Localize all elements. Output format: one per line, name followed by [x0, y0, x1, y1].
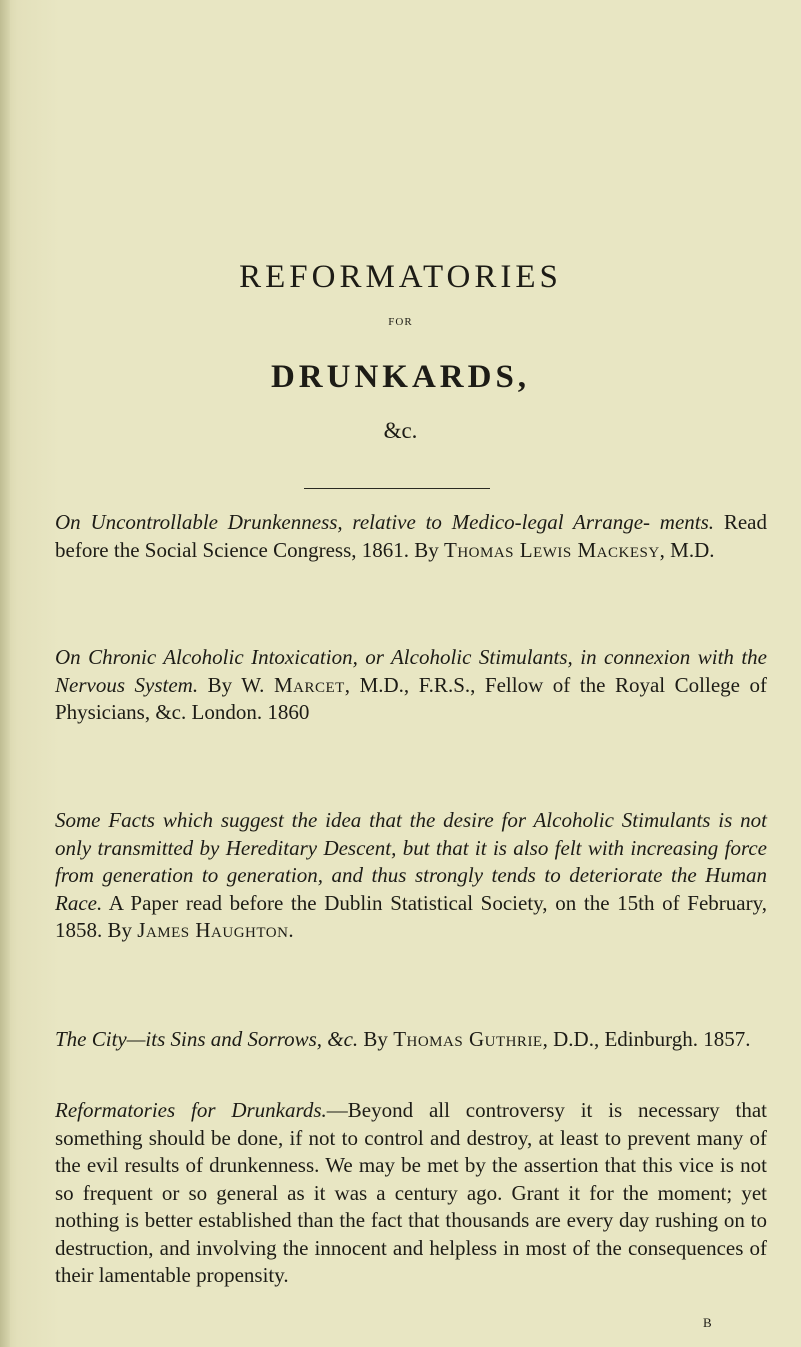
entry-author: Thomas Lewis Mackesy [444, 537, 660, 562]
entry-author: Thomas Guthrie [393, 1027, 543, 1051]
title-etc: &c. [383, 418, 418, 443]
signature-mark: B [703, 1315, 712, 1330]
title-for: FOR [388, 316, 413, 328]
reference-entry [55, 509, 767, 564]
body-lead: Reformatories for Drunkards. [55, 1098, 327, 1122]
entry-text: Read before the Social Science Congress, 1861. By [55, 510, 767, 562]
section-divider [304, 488, 490, 489]
entry-tail: , M.D. [659, 537, 715, 562]
reference-entry [55, 807, 767, 945]
title-main: REFORMATORIES [239, 259, 562, 295]
title-sub: DRUNKARDS, [270, 359, 531, 395]
entry-tail: , D.D., Edinburgh. 1857. [542, 1027, 751, 1051]
entry-title: On Uncontrollable Drunkenness, relative to Medico-legal Arrange- ments. [55, 510, 715, 534]
body-text: —Beyond all controversy it is necessary that something should be done, if not to control and destroy, at least to prevent many of the evil results of drunkenness. We may be met by the assertion that this vice is not so frequent or so general as it was a century ago. Grant it for the moment; yet nothing is better established than the fact that thousands are every day rushing on to destruction, and involving the innocent and helpless in most of the consequences of their lamentable propensity. [55, 1098, 767, 1287]
reference-entry [55, 1026, 767, 1054]
entry-title: On Chronic Alcoholic Intoxication, or Alcoholic Stimulants, in connexion with the Nervous System. [55, 645, 767, 697]
entry-text: By [358, 1027, 394, 1051]
entry-text: By W. [198, 672, 274, 697]
entry-tail: . [288, 918, 294, 942]
page-spine-edge [0, 0, 10, 1347]
entry-author: James Haughton [137, 918, 289, 942]
reference-entry [55, 644, 767, 727]
entry-text: A Paper read before the Dublin Statistical Society, on the 15th of February, 1858. By [55, 890, 767, 942]
entry-tail: , M.D., F.R.S., Fellow of the Royal College of Physicians, &c. London. 1860 [55, 672, 767, 724]
entry-title: The City—its Sins and Sorrows, &c. [55, 1027, 359, 1051]
body-paragraph [55, 1097, 767, 1290]
entry-author: Marcet [273, 672, 345, 697]
entry-title: Some Facts which suggest the idea that the desire for Alcoholic Stimulants is not only transmitted by Hereditary Descent, but that it is also felt with increasing force from generation to generation, and thus strongly tends to deteriorate the Human Race. [55, 808, 767, 915]
